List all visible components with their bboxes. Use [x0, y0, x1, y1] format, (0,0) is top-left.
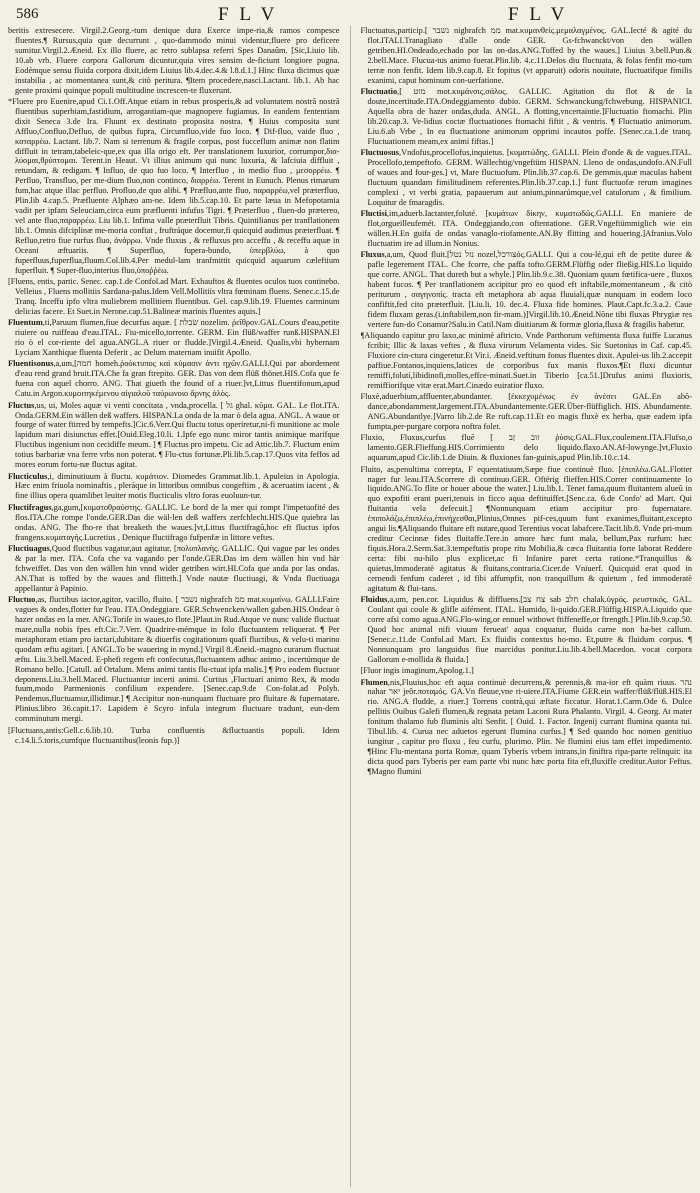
left-column	[8, 26, 340, 1187]
dictionary-entry: Flumen,nis,Fluuius,hoc eft aqua continuè decurrens,& perennis,& ma-ior eft quàm riuus. נהר nahar יאר jeôr.ποταμός. GA.Vn fleuue,vne ri-uiere.ITA.Fiume GER.ein waffer/flüß/flüß.HIS.El rio. ANG.A fludde, a riuer.] Torrens contrà,qui æftate ficcatur. Horat.1.Carm.Ode 6. Dulce pellitis Ouibus Galefi flumen,& regnata petam Laconi Rura Phalanto. Virgil. 4. Georg. At mater fonitum thalamo fub fluminis alti Senfit. [ Ouid. 1. Factor. Ingenij currant flumina quanta tui. Tibul.lib. 4. Curua nec aduetos egerunt flumina curfus.] ¶ Sed quando hoc nomen genitiuo iungitur , capitur pro fluxu , feu curfu, plurimo. Plin. Ne flumini eius tam effet impedimento. ¶Hinc Flu-mentana porta Romæ, quam Tyberis vrbem intrans,in finiftra ripa-parte relinquit: ita dicta quod pars Tyberis per eam parte vbi nunc hæc porta fita eft,fluxiffe creditur.Autor Feftus. ¶Magno flumini	[360, 677, 692, 776]
dictionary-entry	[361, 666, 693, 676]
entry-headword: Fluctuosus	[360, 148, 399, 158]
entry-headword: Flumen	[360, 677, 388, 687]
entry-headword: Flucticulus	[8, 471, 48, 481]
entry-text: ga,gum,[κυματοθραύστης. GALLIC. Le bord de la mer qui rompt l'impetuofité des flos.ITA.Che rompe l'onde.GER.Das die wäl-len deß waffers zerfchlecht.HIS.Que quiebra las ondas. ANG. The fho-re that breaketh the waues.]vt,Littus fluctifragũ,hoc eft fluctus ipfos frangens.κυματαγής.Lucretius , Denique fluctifrago fufpenfæ in littore veftes.	[15, 502, 340, 542]
entry-text: beritis extresecere. Virgil.2.Georg.-tum denique dura Exerce impe-ria,& ramos compesce fluentes.¶ Rursus,quia quæ decurrunt , quo-dammodo minui videntur,fluere pro deficere sumitur.Virgil.2.Æneid. Ex illo fluere, ac retro sublapsa referri Spes Danaûm. [Sic,Liuio lib. 10.ab vrb. Fluere corpora Gallorum dicuntur,quia vires sensim de-ficiunt longiore pugna. Eodémque sensu fluida corpora dixit,idem Liuius lib.4.dec.4.& l.8.d.1.] Hinc fluxa dicimus quæ instabilia , ac momentanea sunt,& citò peritura. ¶Item procedere,nasci.Lactant. lib.1. Ab hac gente proximi quinque populi multitudine increscen-te fluxerunt.	[8, 26, 340, 95]
entry-headword: Fluxus	[360, 250, 385, 260]
entry-text: [Fluor ingis imaginum,Apolog.1.]	[360, 666, 474, 676]
entry-headword: Fluctus	[8, 400, 35, 410]
dictionary-entry: Fluentisonus,a,um,[חמה homeh.ῥοόκτυπος καὶ κύμασιν ἀντι ηχῶν.GALLI.Qui par abordement d'eau rend grand bruit.ITA.Che fa gran ftrepito. GER. Das von dem flüß thönet.HIS.Cofa que fe fuena con aquel chorro. ANG. That giueth the found of a riuer.]vt,Littus fluentifonum,apud Catu.in Argon.κυμοιτηκέμενου αἰγιαλοῦ ταύρωνοιο ἄρνης ἁλὸς.	[8, 359, 340, 399]
dictionary-entry: Fluctuatio,[ מוט mot.κυμάνσις,σάλος. GALLIC. Agitation du flot & de la doute,incertitude.ITA.Ondeggiamento dubio. GERM. Schwanckung/fchwebung. HISPANICI. Aquella obra de hazer ondas,duda. ANGL. A flotting,vncertaintie.]Fluctuatio ftomachi. Plin lib.20.cap.3. Ve-lidius coctæ fluctuationes ftomachi fiftit , & ventris. ¶ Fluctuatio animorum. Liu.6.ab Vrbe , In ea fluctuatione animorum opprimi incautos poffe. [Senec.ca.1.de tranq. Fluctuationem meam,ex animi fiftas.]	[360, 87, 692, 146]
entry-text: a,um, Quod fluit.[נזל נטל nozel,צורכלός.GALLI. Qui a cou-lé,qui eft de petite duree & pafle legerement ITAL. Che fcorre, che paffa tofto.GERM.Flüffig oder fließig.HIS.Lo liquido que corre. ANGL. That dureth but a whyle.] Plin.lib.9.c.38. Quoniam quum fœtifica-uere , fluxos habent fucos. ¶ Per tranflationem accipitur pro eo quod eft inftabile,momentaneum , & citò periturum , σαγηνοπίς. tracta eft metaphora ab aqua fluuiali,quæ nunquam in eodem loco confiftit,fed cito præterfluit. [Liu.li. 10. dec.4. Fluxa fide homines. Plaut.Capt.fc.3.a.2. Caue fidem fluxam geras.(i.inftabilem,non fir-mam.)]Virgil.lib.10.Æneid.Nõne tibi fluxas Phrygiæ res vertere fun-do Conamur?Salu.in Catil.Nam diuitiarum & formæ gloria,fluxa & fragilis habetur.	[367, 250, 692, 329]
entry-text: Vndofus,procellofus,inquietus. [κυματώδης. GALLI. Plein d'onde & de vagues.ITAL. Procellofo,tempeftofo. GERM. Wällechtig/vngeftüm HISPAN. Lleno de ondas,undofo.AN.Full of waues and four-ges.] vt, Mare fluctuofum. Plin.lib.37.cap.6. De gemmis,quæ maculas habent fluctuum quandam fimilitudinem referentes.Plin.lib.37.cap.1.] funt fluctuofæ rerum imagines complexi , vt verbi gratia, papauerum aut anium,pinnarúmque,vel catulorum , & fimilium. Loquitur de fmaragdis.	[367, 148, 692, 207]
dictionary-entry: Fluctiuagus,Quod fluctibus vagatur,aut agitatur. [πολυπλανὴς. GALLIC. Qui vague par les ondes & par la mer. ITA. Cofa che va vagando per l'onde.GER.Das im dem wällen hin vnd här fchweiffet. Das von den wällen hin vnnd wider getriben wirt.HI.Cofa que anda por las ondas. AN.That is toffed by the waues and flitteth.] Vnde nautæ fluctiuagi, & Vnda fluctiuaga appellantur à Papinio.	[8, 544, 340, 593]
entry-headword: Fluentum	[8, 318, 43, 328]
entry-text: a,um, pen.cor. Liquidus & diffluens.[צח צב sab חלב chalak.ὑγρός. ρευστικός. GAL. Coulant qui coule & glifle aifément. ITAL. Humido, li-quido.GER.Flüffig.HISP.A.Liquido que corre afsi como agua.ANG.Flo-wing,or ennuel withowt ftiffeneffe,or ftrength.] Plin.lib.9.cap.50. Quod hoc animal nifi viuum ferueat' aqua coquatur, fluida carne non ha-bet callum. [Senec.c.11.de Confol.ad Mart. Ex fluidis contextus ho-mo. Et,putre & fluidum corpus. ¶ Nonnunquam pro languidus fiue marcidus ponitur.Liu.lib.4.bell.Macedon. vocat corpora Gallorum e-mollida & fluida.]	[367, 595, 692, 664]
dictionary-entry: Fluctuosus,Vndofus,procellofus,inquietus. [κυματώδης. GALLI. Plein d'onde & de vagues.ITAL. Procellofo,tempeftofo. GERM. Wällechtig/vngeftüm HISPAN. Lleno de ondas,undofo.AN.Full of waues and four-ges.] vt, Mare fluctuofum. Plin.lib.37.cap.6. De gemmis,quæ maculas habent fluctuum quandam fimilitudinem referentes.Plin.lib.37.cap.1.] funt fluctuofæ rerum imagines complexi , vt verbi gratia, papauerum aut anium,pinnarúmque,vel catulorum , & fimilium. Loquitur de fmaragdis.	[360, 148, 692, 207]
right-column	[361, 26, 693, 1187]
running-head-right: F L V	[508, 4, 568, 25]
entry-text: a,um,[חמה homeh.ῥοόκτυπος καὶ κύμασιν ἀντι ηχῶν.GALLI.Qui par abordement d'eau rend grand bruit.ITA.Che fa gran ftrepito. GER. Das von dem flüß thönet.HIS.Cofa que fe fuena con aquel chorro. ANG. That giueth the found of a riuer.]vt,Littus fluentifonum,apud Catu.in Argon.κυμοιτηκέμενου αἰγιαλοῦ ταύρωνοιο ἄρνης ἁλὸς.	[15, 359, 340, 399]
text-columns	[8, 26, 692, 1187]
entry-headword: Fluctuo	[8, 595, 36, 605]
dictionary-entry	[361, 433, 693, 463]
dictionary-entry	[8, 726, 340, 746]
entry-text: ¶Aliquando capitur pro laxo,ac minimè aftricto. Vnde Parthorum veftimenta fluxa fuiffe Lucanus fcribit; Illic & laxas veftes , & fluxa virorum Velamenta vides. Sic Suetonius in Caf. cap.45. Fluxiore cin-ctura cingeretur.Et Vir.i. Æneid.veftitum fonus fluentes dixit. Apulei-us lib.2.accepit paffiue.Fontanos,inquiens,latices de corporibus fux manis fluxos.¶Et fluxi dicuntur remiffi,folutí,libidinofi,molles,effce-minati.Suet.in Tiberio [ca.51.]Drufus animi fluxioris, remiffiorifque vitæ erat.Mart.Cinædo euiratior fluxo.	[360, 331, 692, 390]
entry-text: Quod fluctibus vagatur,aut agitatur. [πολυπλανὴς. GALLIC. Qui vague par les ondes & par la mer. ITA. Cofa che va vagando per l'onde.GER.Das im dem wällen hin vnd här fchweiffet. Das von den wällen hin vnnd wider getriben wirt.HI.Cofa que anda por las ondas. AN.That is toffed by the waues and flitteth.] Vnde nautæ fluctiuagi, & Vnda fluctiuaga appellantur à Papinio.	[15, 544, 340, 593]
dictionary-entry: Fluxus,a,um, Quod fluit.[נזל נטל nozel,צורכלός.GALLI. Qui a cou-lé,qui eft de petite duree & pafle legerement ITAL. Che fcorre, che paffa tofto.GERM.Flüffig oder fließig.HIS.Lo liquido que corre. ANGL. That dureth but a whyle.] Plin.lib.9.c.38. Quoniam quum fœtifica-uere , fluxos habent fucos. ¶ Per tranflationem accipitur pro eo quod eft inftabile,momentaneum , & citò periturum , σαγηνοπίς. tracta eft metaphora ab aqua fluuiali,quæ nunquam in eodem loco confiftit,fed cito præterfluit. [Liu.li. 10. dec.4. Fluxa fide homines. Plaut.Capt.fc.3.a.2. Caue fidem fluxam geras.(i.inftabilem,non fir-mam.)]Virgil.lib.10.Æneid.Nõne tibi fluxas Phrygiæ res vertere fun-do Conamur?Salu.in Catil.Nam diuitiarum & formæ gloria,fluxa & fragilis habetur.	[360, 250, 692, 329]
entry-text: nis,Fluuius,hoc eft aqua continuè decurrens,& perennis,& ma-ior eft quàm riuus. נהר nahar יאר jeôr.ποταμός. GA.Vn fleuue,vne ri-uiere.ITA.Fiume GER.ein waffer/flüß/flüß.HIS.El rio. ANG.A fludde, a riuer.] Torrens contrà,qui æftate ficcatur. Horat.1.Carm.Ode 6. Dulce pellitis Ouibus Galefi flumen,& regnata petam Laconi Rura Phalanto. Virgil. 4. Georg. At mater fonitum thalamo fub fluminis alti Senfit. [ Ouid. 1. Factor. Ingenij currant flumina quanta tui. Tibul.lib. 4. Curua nec aduetos egerunt flumina curfus.] ¶ Sed quando hoc nomen genitiuo iungitur , capitur pro fluxu , feu curfu, plurimo. Plin. Ne flumini eius tam effet impedimento. ¶Hinc Flu-mentana porta Romæ, quam Tyberis vrbem intrans,in finiftra ripa-parte relinquit: ita dicta quod pars Tyberis per eam parte vbi nunc hæc porta fita eft,fluxiffe creditur.Autor Feftus. ¶Magno flumini	[367, 677, 692, 776]
column-divider	[350, 26, 351, 1187]
dictionary-entry	[8, 26, 340, 95]
dictionary-entry: Fluidus,a,um, pen.cor. Liquidus & diffluens.[צח צב sab חלב chalak.ὑγρός. ρευστικός. GAL. Coulant qui coule & glifle aifément. ITAL. Humido, li-quido.GER.Flüffig.HISP.A.Liquido que corre afsi como agua.ANG.Flo-wing,or ennuel withowt ftiffeneffe,or ftrength.] Plin.lib.9.cap.50. Quod hoc animal nifi viuum ferueat' aqua coquatur, fluida carne non ha-bet callum. [Senec.c.11.de Confol.ad Mart. Ex fluidis contextus ho-mo. Et,putre & fluidum corpus. ¶ Nonnunquam pro languidus fiue marcidus ponitur.Liu.lib.4.bell.Macedon. vocat corpora Gallorum e-mollida & fluida.]	[360, 595, 692, 664]
dictionary-entry	[361, 392, 693, 432]
entry-text: ti,Paruum flumen,fiue decurfus aquæ. [ שׂבלת nozelim. ῥεῖθρον.GAL.Cours d'eau,petite riuiere ou ruiffeau d'eau.ITAL. Fiu-micello,torrente. GERM. Ein flüß/waffer runß.HISPAN.El rio ò el cor-riente del agua.ANGL.A riuer or fludde.]Virgil.4.Æneid. Qualis,vbi hybernam Lyciam Xanthique fluenta Deferit , ac Delum maternam inuifit Apollo.	[15, 318, 340, 357]
entry-text: as, fluctibus iactor,agitor, vacillo, fluito. [ נשבר nighrafch ממ mat.κυμαίνω. GALLI.Faire vagues & ondes,flotter fur l'eau. ITA.Ondeggiare. GER.Schwencken/wallen gaben.HIS.Ondear ò hazer ondas en la mer. ANG.Toriſe in waues,to flote.]Plaut.in Rud.Atque ve nunc valide fluctuat mare,nulla nobis fpes eft.Cic.7.Verr. Quadrire-mémque in folo fluctuantem reliquerat. ¶ Per metaphoram etiam pro iactari,dubitare & diuerfis cogitationum quafi fluctibus, & velu-ti marino quodam æftu agitari. [ ANGL.To be wauering in mynd.] Virgil 8.Æneid.-magno curarum fluctuat æftu. Liu.3.bell.Maced. E-phefi regem eft confecutus,fluctuantem adhuc animo , incertúmque de Romano bello. [Catull. ad Ortalum. Mens animi tantis flu-ctuat ipfa malis.] ¶ Pro eodem fluctuor deponens.Liu.3.bell.Maced. Fluctuantur incerti animi. Curtius ,Fluctuari animo Rex, & modo fuum,modo Parmenionis confilium expendere. [Senec.cap.9.de Con-folat.ad Polyb. Pendemus,fluctuamur,illidimur.] ¶ Accipitur non-nunquam fluctuare pro fluitare & fupernatare. Plinius.libro 36.capit.17. Lapidem è Scyro infula integrum fluctuare tradunt, eun-dem comminutum mergi.	[15, 595, 340, 724]
entry-text: i, diminutiuum à fluctu. κυμάτιον. Diomedes Grammat.lib.1. Apuleius in Apologia. Hæc enim friuola nominaftis , pleráque in littoribus omnibus congeftim , & aceruatim iacent , & fine illius opera quamlibet leuiter motis flucticulis vltro foras euoluun-tur.	[15, 471, 340, 501]
entry-headword: Fluctiuagus	[8, 544, 50, 554]
entry-text: [ מוט mot.κυμάνσις,σάλος. GALLIC. Agitation du flot & de la doute,incertitude.ITA.Ondeggiamento dubio. GERM. Schwanckung/fchwebung. HISPANICI. Aquella obra de hazer ondas,duda. ANGL. A flotting,vncertaintie.]Fluctuatio ftomachi. Plin lib.20.cap.3. Ve-lidius coctæ fluctuationes ftomachi fiftit , & ventris. ¶ Fluctuatio animorum. Liu.6.ab Vrbe , In ea fluctuatione animorum opprimi incautos poffe. [Senec.ca.1.de tranq. Fluctuationem meam,ex animi fiftas.]	[367, 87, 692, 146]
entry-text: *Fluere pro Euenire,apud Ci.1.Off.Atque etiam in rebus prosperis,& ad voluntatem nostrã nostrã fluentibus superbiam,fastidium, arrogantiam-que magnopere fugiamus. In eandem fententiam dixit Seneca 3.de Ira. Fluunt ex destinato proposita nostra. ¶ Huius composita sunt Affluo,Confluo,Defluo, de quibus fupra, Circumfluo,vide fuo loco. ¶ Dif-fluo, vaide fluo , καταρρέω. Lactant. lib.7. Nam si terrenum & fragile corpus, post fucceflum animæ non flatim diffluit in tetram,tabeleic-que,ex qua illa origo eft. Per translationem luxurior, corrumpor,δια-λύομαι,θρύπτομαι. Terent.in Heaut. Vt illius animum qui nunc luxuria, & lafciuia diffluit , retundam, & redigam. ¶ Influo, de quo fuo loco. ¶ Interfluo , in medio fluo , μεσορρέω. ¶ Perfluo, Transfluo, per me-dium fluo,non continco, διαρρέω. Terent in Eunuch. Plenus rimarum fum,hac atque illac perfluo. Profluo,de quo alibi. ¶ Præfluo,ante fluo, παραρρέω,vel præterfluo, Plin.lib 4.cap.5. Præfluente Alphæo am-ne. Idem lib.5.cap.10. Et parte læua in Mefopotamia vadit per ipfam Seleuciam,circa eum præfluenti infufus Tigri. ¶ Præterfluo , fluen-do prætereo, vel ante fluo,παραρρέω. Liu lib.1. Infima valle præterfluit Tibris. Quintilianus per tranflationem lib.1. Omnis difciplinæ me-moria conftat , fruftráque docemur,fi quicquid audimus præterfluat. ¶ Refluo,retro fiue rurfus fluo, ἀνάρρω. Vnde fluxus , & refluxus pro acceffu , & receffu aquæ in Oceani æftuariis. ¶ Superfluo, fupera-bundo, ὑπερβλύω, à quo fuperfluus,fuperflua,fluum.Col.lib.4.Per medul-lam tranfmittit quicquid aquarum cæleftium fuperfluit. ¶ Super-fluo,interius fluo,ὑποῤῥέω.	[8, 96, 340, 275]
running-head-left: F L V	[218, 4, 278, 25]
entry-text: [Fluctuans,antis:Gell.c.6.lib.10. Turba confluentis &fluctuantis populi. Idem c.14.li.5.toris,cumfque fluctuantibus(leonis fup.)]	[8, 725, 340, 745]
dictionary-entry: Fluctisi,im,aduerb.Iactanter,foluté. [κυμάτων δίκην, κυματωδῶς.GALLI. En maniere de flot,orgueilleufemét. ITA. Ondeggiando,con oftentatione. GER.Vngeftümmiglich wie ein wällen.H.En guifa de ondas vanaglo-riofamente.AN.By flitting and houering.]Afranius.Volo fluctuatim ire ad illum.in Nonius.	[360, 209, 692, 248]
dictionary-entry: Fluentum,ti,Paruum flumen,fiue decurfus aquæ. [ שׂבלת nozelim. ῥεῖθρον.GAL.Cours d'eau,petite riuiere ou ruiffeau d'eau.ITAL. Fiu-micello,torrente. GERM. Ein flüß/waffer runß.HISPAN.El rio ò el cor-riente del agua.ANGL.A riuer or fludde.]Virgil.4.Æneid. Qualis,vbi hybernam Lyciam Xanthique fluenta Deferit , ac Delum maternam inuifit Apollo.	[8, 318, 340, 357]
entry-headword: Fluctuatio	[360, 87, 398, 97]
dictionary-entry	[8, 277, 340, 317]
dictionary-entry	[8, 97, 340, 276]
dictionary-entry: Fluctuo,as, fluctibus iactor,agitor, vacillo, fluito. [ נשבר nighrafch ממ mat.κυμαίνω. GALLI.Faire vagues & ondes,flotter fur l'eau. ITA.Ondeggiare. GER.Schwencken/wallen gaben.HIS.Ondear ò hazer ondas en la mer. ANG.Toriſe in waues,to flote.]Plaut.in Rud.Atque ve nunc valide fluctuat mare,nulla nobis fpes eft.Cic.7.Verr. Quadrire-mémque in folo fluctuantem reliquerat. ¶ Per metaphoram etiam pro iactari,dubitare & diuerfis cogitationum quafi fluctibus, & velu-ti marino quodam æftu agitari. [ ANGL.To be wauering in mynd.] Virgil 8.Æneid.-magno curarum fluctuat æftu. Liu.3.bell.Maced. E-phefi regem eft confecutus,fluctuantem adhuc animo , incertúmque de Romano bello. [Catull. ad Ortalum. Mens animi tantis flu-ctuat ipfa malis.] ¶ Pro eodem fluctuor deponens.Liu.3.bell.Maced. Fluctuantur incerti animi. Curtius ,Fluctuari animo Rex, & modo fuum,modo Parmenionis confilium expendere. [Senec.cap.9.de Con-folat.ad Polyb. Pendemus,fluctuamur,illidimur.] ¶ Accipitur non-nunquam fluctuare pro fluitare & fupernatare. Plinius.libro 36.capit.17. Lapidem è Scyro infula integrum fluctuare tradunt, eun-dem comminutum mergi.	[8, 595, 340, 724]
dictionary-entry	[361, 26, 693, 86]
entry-text: us, ui, Moles aquæ vi venti concitata , vnda,procella. [ גל ghal. κῦμα. GAL. Le flot.ITA. Onda.GERM.Ein wällen deß waffers. HISPAN.La onda de la mar ò dela agua. ANGL. A waue or fourge of water ftirred by tempefts.]Cic.6.Verr.Qui fluctu totus operiretur,ni-fi munitione ac mole lapidum mari disiunctus effet.[Ouid.Eleg.10.li. 1.Ipfe ego nunc miror tantis animique marifque Fluctibus ingenium non cecidiffe meum. ] ¶ Fluctus pro impetu. Cic ad Attic.lib.7. Fluctum enim totius barbariæ vna ferre vrbs non poterat. ¶ Flu-ctus fortunæ.Pli.lib.5.cap.17.Quos vita feffos ad mores eorum fortu-næ fluctus agitat.	[15, 400, 340, 470]
entry-text: Fluxio, Fluxus,curfus fluē [ זוב זַב ῥύσις.GAL.Flux,coulement.ITA.Flufso,o lamento.GER.Flieffung.HIS.Corrimiento delo liquido.flaxo.AN.Af-lowynge.]vt,Fluxio aquarum,apud Cic.lib.1.de Diuin. & fluxiones fan-guinis,apud Plin.lib.10.c.14.	[360, 433, 692, 463]
entry-headword: Fluctifragus	[8, 502, 52, 512]
dictionary-entry: Flucticulus,i, diminutiuum à fluctu. κυμάτιον. Diomedes Grammat.lib.1. Apuleius in Apologia. Hæc enim friuola nominaftis , pleráque in littoribus omnibus congeftim , & aceruatim iacent , & fine illius opera quamlibet leuiter motis flucticulis vltro foras euoluun-tur.	[8, 471, 340, 501]
entry-text: im,aduerb.Iactanter,foluté. [κυμάτων δίκην, κυματωδῶς.GALLI. En maniere de flot,orgueilleufemét. ITA. Ondeggiando,con oftentatione. GER.Vngeftümmiglich wie ein wällen.H.En guifa de ondas vanaglo-riofamente.AN.By flitting and houering.]Afranius.Volo fluctuatim ire ad illum.in Nonius.	[367, 209, 692, 248]
entry-headword: Fluctisi	[360, 209, 387, 219]
entry-text: Fluctuatus,particip.[ נשבר nighrafch ממ mat.κυμανθείς.μεμαλαγμένος. GAL.Iecté & agité du flot.ITALI.Tranagliato d'alle onde GER. Gs-fchwanckt/von den wällen getriben.HI.Ondeado,echado por las on-das.ANG.Toffed by the waues.] Liuius 3.bell.Pun.& 2.bell.Mace. Flucua-tus animo fuerat.Plin.lib. 4.c.11.Delos diu fluctuata, & folas fenfit mo-tum terræ non fenfit. Idem lib.9.cap.8. Et fopitus (vt apparuit) odoris nouitate, fluctuatifque fimilis exanimi, caput hominum con-uerfatione.	[360, 26, 692, 85]
entry-text: Fluxè,aduerbium,affluenter,abundanter. [ἐκκεχυμένως ἐν ἀνέσει GAL.En abõ-dance,abondamment,largement.ITA.Abundantemente.GER.Über-flüffiglich. HIS. Abundamente. ANG.Abundantlye.]Varro lib.2.de Re ruft.cap.11.Et eo magis fluxè ex herba, quæ eadem ipfa fumpta,per-purgare corpora noftra folet.	[360, 392, 692, 431]
dictionary-entry: Fluctus,us, ui, Moles aquæ vi venti concitata , vnda,procella. [ גל ghal. κῦμα. GAL. Le flot.ITA. Onda.GERM.Ein wällen deß waffers. HISPAN.La onda de la mar ò dela agua. ANGL. A waue or fourge of water ftirred by tempefts.]Cic.6.Verr.Qui fluctu totus operiretur,ni-fi munitione ac mole lapidum mari disiunctus effet.[Ouid.Eleg.10.li. 1.Ipfe ego nunc miror tantis animique marifque Fluctibus ingenium non cecidiffe meum. ] ¶ Fluctus pro impetu. Cic ad Attic.lib.7. Fluctum enim totius barbariæ vna ferre vrbs non poterat. ¶ Flu-ctus fortunæ.Pli.lib.5.cap.17.Quos vita feffos ad mores eorum fortu-næ fluctus agitat.	[8, 400, 340, 470]
page-number: 586	[16, 6, 39, 22]
dictionary-entry	[361, 331, 693, 391]
entry-text: Fluito, as,penultima correpta, F equentatiuum,Sæpe fiue continuè fluo. [ἐπιπλέω.GAL.Flotter nager fur leau.ITA.Scorrere di continuo.GER. Oftërig flieffen.HIS.Correr continuamente lo liquido.ANG.To flite or houer aboue the water.] Liu.lib.1. Tenet fama,quum fluitantem alueũ in quo expofiti erant pueri,tenuis in ficco aqua deftituiffet.[Senc.ca. 6.de Confo' ad Mart. Qui fluitantia vela defecuit.] ¶Nonnunquam etiam accipitur pro fupernatare. ἐπιπολάζω,ἐπιπλέω,ἐπινήχεσθαι,Plinius,Omnes pif-ces,quum funt exanimes,fluitant,excepto angui lis.¶Aliquando fluitare eft nutare,quod Terentius vocat labafcere.Tacit.lib.8. Vnde pri-mum creditur Cecinnæ fides fluitaffe.Tere.in amore hæc funt mala, bellum,Pax rurfum: hæc fiquis.Hora.2.Serm.Sat.3.tempeftatis prope ritu Mobilia,& cæca fluitantia forte laborat Reddere certa: fibi nu-hilo plus explicet,ac fi Infanire paret certa ratione.*Tranquillus & quietus,Immoderatè agitatus & fluitans,contraria.Cicer.de Vniuerf. Quicquid erat quod in cernendi fenfum caderet , id fibi affumpfit, non tranquillum & quietum , fed immoderatè agitatum & flui-tans.	[360, 464, 692, 593]
entry-headword: Fluidus	[360, 595, 388, 605]
dictionary-entry	[361, 465, 693, 594]
dictionary-entry: Fluctifragus,ga,gum,[κυματοθραύστης. GALLIC. Le bord de la mer qui rompt l'impetuofité des flos.ITA.Che rompe l'onde.GER.Das die wäl-len deß waffers zerfchlecht.HIS.Que quiebra las ondas. ANG. The fho-re that breaketh the waues.]vt,Littus fluctifragũ,hoc eft fluctus ipfos frangens.κυματαγής.Lucretius , Denique fluctifrago fufpenfæ in littore veftes.	[8, 502, 340, 542]
page-header	[8, 4, 692, 28]
entry-text: [Fluens, entis, partic. Senec. cap.1.de Confol.ad Mart. Exhauftos & fluentes oculos tuos continebo. Velleius , Fluens mollitiis Sardana-palus.Idem Vell.Mollitiis vltra fœminam fluens. Senec.c.15.de Tranq. Inceffu ipfo vltra muliebrem mollitiem fluentibus. Gel. cap.9.lib.19. Fluentes carminum delicias facere. Et Suet.in Nerone.cap.51.Balineæ marinis fluentes aquis.]	[8, 277, 340, 316]
entry-headword: Fluentisonus	[8, 359, 54, 369]
